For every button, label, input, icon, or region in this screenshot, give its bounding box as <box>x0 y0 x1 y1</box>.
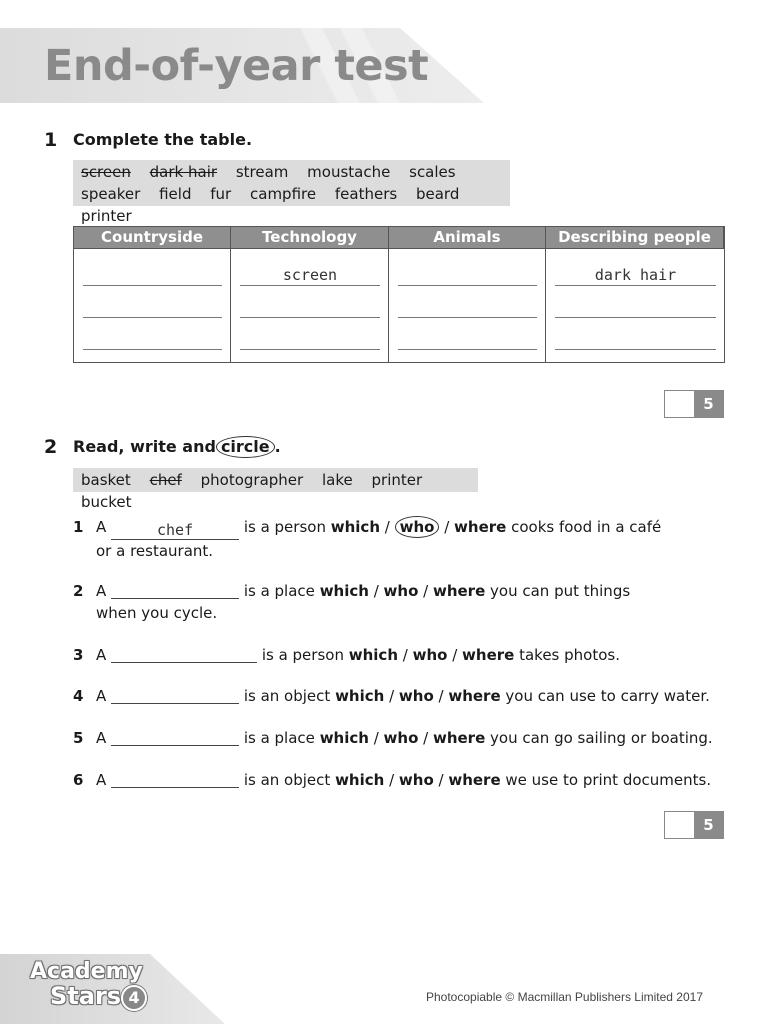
answer-blank[interactable] <box>240 297 380 318</box>
answer-gap[interactable]: chef <box>111 521 239 540</box>
word: scales <box>409 163 456 181</box>
option-who-circled[interactable]: who <box>395 516 440 538</box>
option-where[interactable]: where <box>432 729 486 747</box>
logo-level-badge: 4 <box>121 985 147 1011</box>
vocabulary-table <box>73 226 725 363</box>
exercise-1-number: 1 <box>44 129 58 151</box>
question-number: 1 <box>73 518 84 536</box>
answer-blank[interactable]: dark hair <box>555 265 716 286</box>
question-text: is a place <box>243 729 315 747</box>
score-total: 5 <box>694 812 723 838</box>
word: campfire <box>250 185 317 203</box>
option-who[interactable]: who <box>383 729 419 747</box>
article: A <box>96 771 107 789</box>
title-prefix: Read, write and <box>73 437 216 456</box>
answer-gap[interactable] <box>111 727 239 746</box>
circled-word: circle <box>216 436 275 458</box>
question-text: is a place <box>243 582 315 600</box>
answer-blank[interactable] <box>555 297 716 318</box>
question-text: cooks food in a café <box>511 518 662 536</box>
answer-gap[interactable] <box>111 644 257 663</box>
question-text: you can use to carry water. <box>505 687 710 705</box>
score-total: 5 <box>694 391 723 417</box>
score-entry[interactable] <box>665 391 694 417</box>
word: bucket <box>81 493 132 511</box>
title-suffix: . <box>274 437 281 456</box>
question-6: 6 A is an object which / who / where we use to print documents. <box>73 771 712 789</box>
word-box-row <box>81 183 502 227</box>
table-column-countryside <box>74 248 231 362</box>
exercise-1-title: Complete the table. <box>73 130 253 149</box>
question-number: 2 <box>73 582 84 600</box>
exercise-2-title <box>73 436 281 458</box>
word: moustache <box>307 163 391 181</box>
logo-line-1: Academy <box>30 959 143 984</box>
question-text: is an object <box>243 771 331 789</box>
table-header: Technology <box>231 227 389 248</box>
word: printer <box>81 207 132 225</box>
word: feathers <box>334 185 398 203</box>
question-text: is a person <box>243 518 326 536</box>
question-4: 4 A is an object which / who / where you can use to carry water. <box>73 687 710 705</box>
answer-blank[interactable] <box>83 297 222 318</box>
article: A <box>96 646 107 664</box>
word: lake <box>321 471 353 489</box>
word: printer <box>371 471 423 489</box>
question-5: 5 A is a place which / who / where you can go sailing or boating. <box>73 729 713 747</box>
logo-line-2: Stars <box>50 982 122 1010</box>
answer-blank[interactable] <box>398 297 537 318</box>
question-text: takes photos. <box>519 646 620 664</box>
option-which[interactable]: which <box>348 646 398 664</box>
exercise-1-score-box <box>664 390 724 418</box>
table-column-technology <box>231 248 389 362</box>
option-where[interactable]: where <box>448 771 501 789</box>
answer-blank[interactable] <box>83 329 222 350</box>
question-continuation: when you cycle. <box>96 604 218 622</box>
exercise-2-word-box <box>73 468 478 511</box>
option-where[interactable]: where <box>432 582 486 600</box>
question-number: 5 <box>73 729 84 747</box>
option-where[interactable]: where <box>448 687 501 705</box>
option-which[interactable]: which <box>335 687 385 705</box>
answer-blank[interactable]: screen <box>240 265 380 286</box>
question-text: you can put things <box>490 582 631 600</box>
page-title: End-of-year test <box>44 41 429 91</box>
question-3: 3 A is a person which / who / where takes photos. <box>73 646 620 664</box>
table-column-animals <box>389 248 546 362</box>
answer-gap[interactable] <box>111 769 239 788</box>
table-column-describing-people <box>546 248 724 362</box>
article: A <box>96 729 107 747</box>
option-which[interactable]: which <box>335 771 385 789</box>
option-which[interactable]: which <box>319 729 369 747</box>
word-box-row <box>81 161 502 183</box>
option-who[interactable]: who <box>412 646 448 664</box>
answer-blank[interactable] <box>555 329 716 350</box>
word-crossed: screen <box>81 163 131 181</box>
answer-blank[interactable] <box>83 265 222 286</box>
word: stream <box>235 163 289 181</box>
exercise-2-number: 2 <box>44 436 58 458</box>
option-who[interactable]: who <box>398 771 434 789</box>
word: basket <box>81 471 131 489</box>
academy-stars-logo <box>22 960 147 1011</box>
table-header: Countryside <box>74 227 231 248</box>
option-where[interactable]: where <box>462 646 515 664</box>
word: fur <box>210 185 232 203</box>
word: beard <box>415 185 460 203</box>
answer-gap[interactable] <box>111 685 239 704</box>
article: A <box>96 582 107 600</box>
copyright-notice: Photocopiable © Macmillan Publishers Limited 2017 <box>426 990 703 1004</box>
exercise-2-score-box <box>664 811 724 839</box>
answer-blank[interactable] <box>398 265 537 286</box>
question-number: 6 <box>73 771 84 789</box>
question-text: we use to print documents. <box>505 771 712 789</box>
question-text: you can go sailing or boating. <box>490 729 713 747</box>
answer-blank[interactable] <box>240 329 380 350</box>
option-which[interactable]: which <box>330 518 380 536</box>
word: photographer <box>200 471 304 489</box>
question-1: 1 A chef is a person which / who / where cooks food in a café or a restaurant. <box>73 516 723 562</box>
article: A <box>96 687 107 705</box>
question-text: is an object <box>243 687 331 705</box>
score-entry[interactable] <box>665 812 694 838</box>
table-header: Describing people <box>546 227 724 248</box>
question-number: 4 <box>73 687 84 705</box>
option-which[interactable]: which <box>319 582 369 600</box>
exercise-1-word-box <box>73 160 510 225</box>
question-continuation: or a restaurant. <box>96 542 214 560</box>
option-who[interactable]: who <box>398 687 434 705</box>
question-text: is a person <box>261 646 344 664</box>
answer-blank[interactable] <box>398 329 537 350</box>
table-header: Animals <box>389 227 546 248</box>
question-number: 3 <box>73 646 84 664</box>
answer-gap[interactable] <box>111 580 239 599</box>
option-who[interactable]: who <box>383 582 419 600</box>
word: speaker <box>81 185 141 203</box>
word: field <box>159 185 192 203</box>
word-crossed: chef <box>149 471 182 489</box>
question-2: 2 A is a place which / who / where you can put things when you cycle. <box>73 580 723 624</box>
word-crossed: dark hair <box>149 163 218 181</box>
article: A <box>96 518 107 536</box>
option-where[interactable]: where <box>454 518 507 536</box>
